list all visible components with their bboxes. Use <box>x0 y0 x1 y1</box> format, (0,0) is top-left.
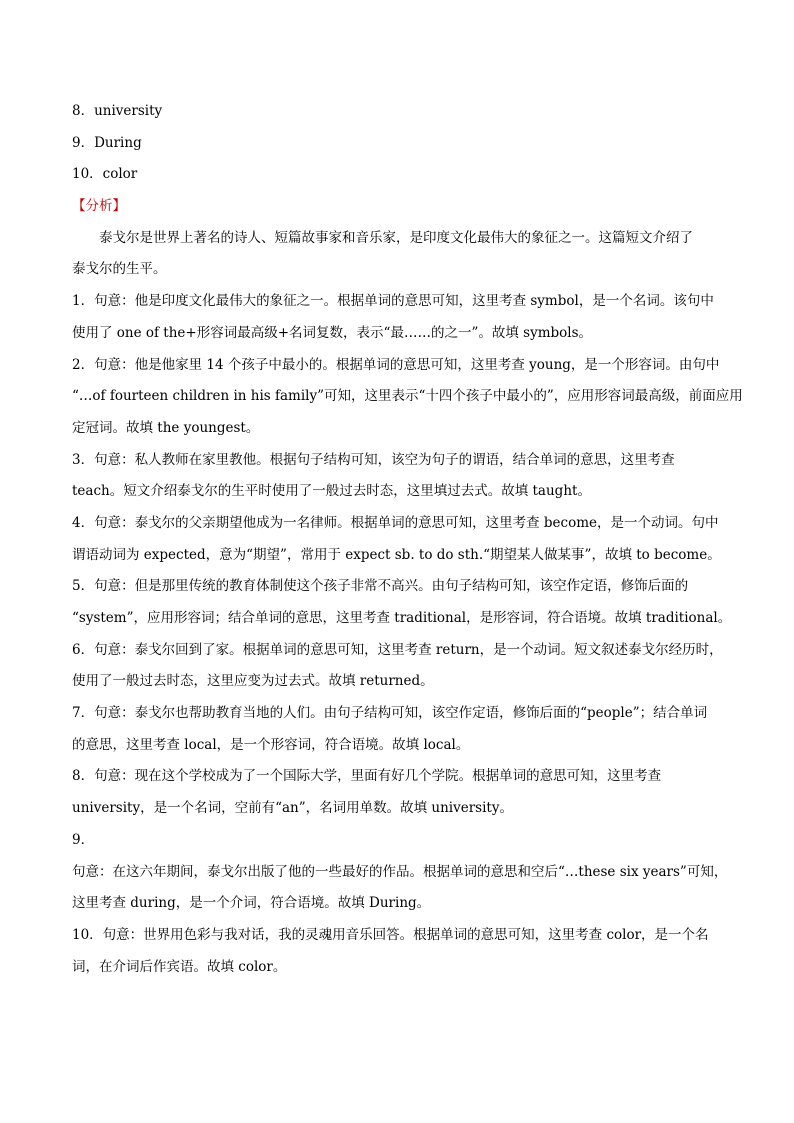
explanation-line: “system”，应用形容词；结合单词的意思，这里考查 traditional，是形容词，符合语境。故填 traditional。 <box>72 610 732 626</box>
explanation-line: 2．句意：他是他家里 14 个孩子中最小的。根据单词的意思可知，这里考查 young，是一个形容词。由句中 <box>72 356 720 373</box>
explanation-line: “…of fourteen children in his family”可知，这里表示“十四个孩子中最小的”，应用形容词最高级，前面应用 <box>72 388 743 405</box>
answer-analysis-text <box>72 96 743 983</box>
intro-line: 泰戈尔是世界上著名的诗人、短篇故事家和音乐家，是印度文化最伟大的象征之一。这篇短文介绍了 <box>99 229 693 246</box>
explanation-line: 3．句意：私人教师在家里教他。根据句子结构可知，该空为句子的谓语，结合单词的意思，这里考查 <box>72 451 675 468</box>
explanation-line: 9． <box>72 831 95 848</box>
explanation-line: 5．句意：但是那里传统的教育体制使这个孩子非常不高兴。由句子结构可知，该空作定语，修饰后面的 <box>72 578 689 595</box>
answer-line: 8．university <box>72 103 163 119</box>
explanation-line: 这里考查 during，是一个介词，符合语境。故填 During。 <box>72 895 431 912</box>
explanation-line: 1．句意：他是印度文化最伟大的象征之一。根据单词的意思可知，这里考查 symbol，是一个名词。该句中 <box>72 293 714 310</box>
explanation-line: 6．句意：泰戈尔回到了家。根据单词的意思可知，这里考查 return，是一个动词。短文叙述泰戈尔经历时， <box>72 641 723 658</box>
explanation-line: 10．句意：世界用色彩与我对话，我的灵魂用音乐回答。根据单词的意思可知，这里考查 color，是一个名 <box>72 926 709 943</box>
analysis-heading: 【分析】 <box>72 198 126 215</box>
intro-line: 泰戈尔的生平。 <box>72 261 167 278</box>
explanation-line: 使用了一般过去时态，这里应变为过去式。故填 returned。 <box>72 673 434 690</box>
explanation-line: 7．句意：泰戈尔也帮助教育当地的人们。由句子结构可知，该空作定语，修饰后面的“people”；结合单词 <box>72 705 708 722</box>
explanation-line: 4．句意：泰戈尔的父亲期望他成为一名律师。根据单词的意思可知，这里考查 become，是一个动词。句中 <box>72 514 719 531</box>
explanation-line: teach。短文介绍泰戈尔的生平时使用了一般过去时态，这里填过去式。故填 taught。 <box>72 483 591 500</box>
explanation-line: 使用了 one of the+形容词最高级+名词复数，表示“最……的之一”。故填 symbols。 <box>72 324 593 341</box>
answer-line: 10．color <box>72 166 138 183</box>
explanation-line: 句意：在这六年期间，泰戈尔出版了他的一些最好的作品。根据单词的意思和空后“…these six years”可知， <box>72 863 728 880</box>
explanation-line: 词，在介词后作宾语。故填 color。 <box>72 958 287 975</box>
explanation-line: 8．句意：现在这个学校成为了一个国际大学，里面有好几个学院。根据单词的意思可知，这里考查 <box>72 768 662 785</box>
explanation-line: 定冠词。故填 the youngest。 <box>72 419 260 436</box>
explanation-line: 谓语动词为 expected，意为“期望”，常用于 expect sb. to do sth.“期望某人做某事”，故填 to become。 <box>72 546 721 563</box>
explanation-line: university，是一个名词，空前有“an”，名词用单数。故填 university。 <box>72 800 513 817</box>
answer-line: 9．During <box>72 134 142 151</box>
explanation-line: 的意思，这里考查 local，是一个形容词，符合语境。故填 local。 <box>72 736 470 753</box>
